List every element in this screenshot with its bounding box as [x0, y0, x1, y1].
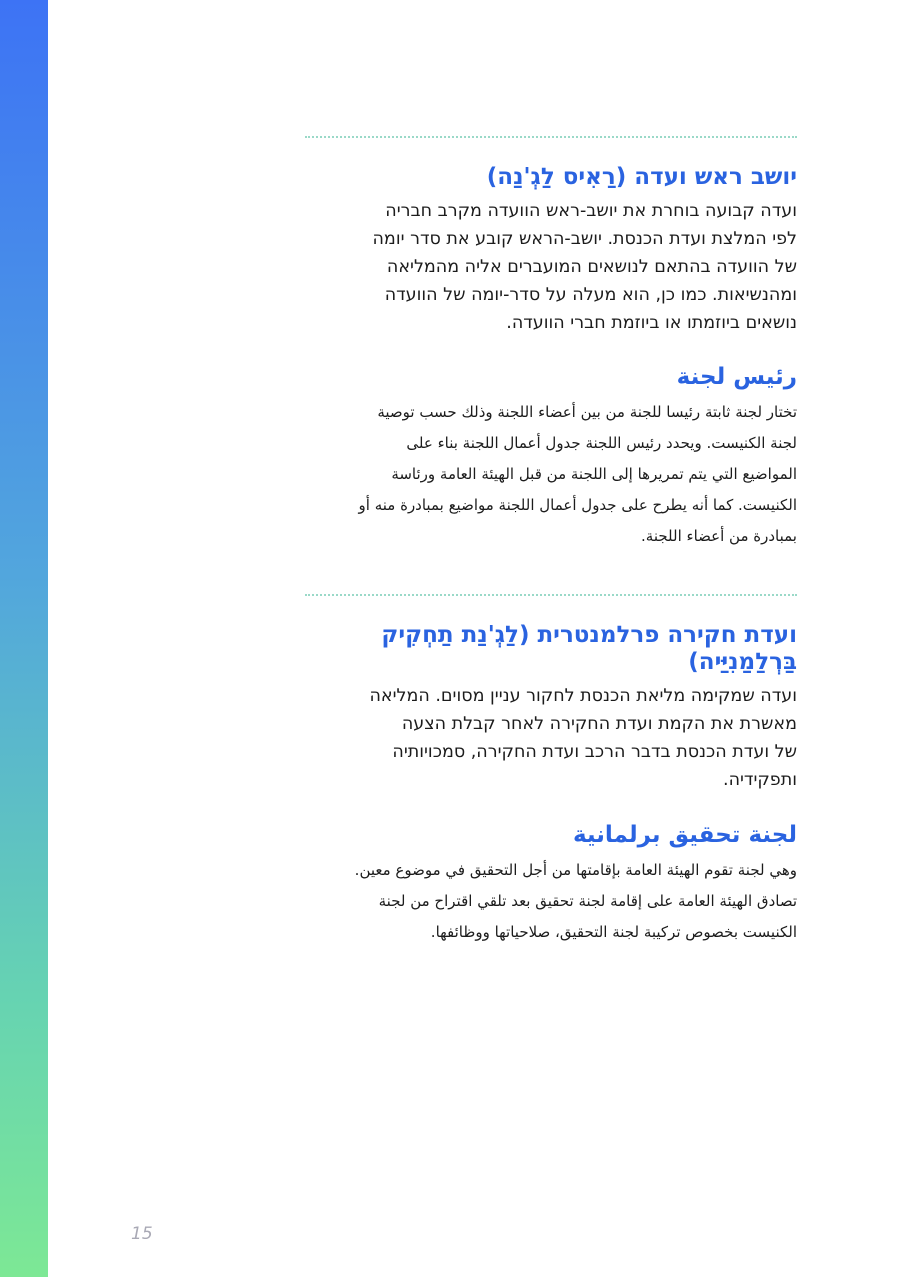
body-line: ומהנשיאות. כמו כן, הוא מעלה על סדר-יומה של הוועדה: [384, 285, 797, 305]
heading-line: בַּרְלַמַנִיַּיה): [688, 649, 797, 675]
section-inquiry-committee-hebrew: [305, 622, 797, 794]
section-committee-chair-hebrew: [305, 164, 797, 337]
section-committee-chair-arabic: [305, 364, 797, 552]
body-line: ועדה שמקימה מליאת הכנסת לחקור עניין מסוים. המליאה: [369, 686, 797, 706]
section-body: [305, 682, 797, 794]
body-line: לפי המלצת ועדת הכנסת. יושב-הראש קובע את סדר יומה: [372, 229, 797, 249]
section-body: [305, 397, 797, 552]
body-line: تختار لجنة ثابتة رئيسا للجنة من بين أعضاء اللجنة وذلك حسب توصية: [377, 403, 797, 421]
section-heading: יושב ראש ועדה (רַאִיס לַגְ'נַה): [486, 164, 797, 190]
page-number: 15: [131, 1224, 153, 1244]
body-line: של ועדת הכנסת בדבר הרכב ועדת החקירה, סמכויותיה: [392, 742, 797, 762]
body-line: מאשרת את הקמת ועדת החקירה לאחר קבלת הצעה: [401, 714, 797, 734]
body-line: של הוועדה בהתאם לנושאים המועברים אליה מהמליאה: [386, 257, 797, 277]
body-line: נושאים ביוזמתו או ביוזמת חברי הוועדה.: [506, 313, 797, 333]
body-line: الكنيست بخصوص تركيبة لجنة التحقيق، صلاحياتها ووظائفها.: [430, 923, 797, 941]
section-divider-top: [305, 136, 797, 138]
body-line: تصادق الهيئة العامة على إقامة لجنة تحقيق بعد تلقي اقتراح من لجنة: [378, 892, 797, 910]
section-heading: [305, 622, 797, 676]
section-heading: رئيس لجنة: [676, 364, 797, 390]
decorative-gradient-bar: [0, 0, 48, 1277]
section-inquiry-committee-arabic: [305, 822, 797, 948]
section-divider-middle: [305, 594, 797, 596]
body-line: وهي لجنة تقوم الهيئة العامة بإقامتها من أجل التحقيق في موضوع معين.: [354, 861, 797, 879]
body-line: المواضيع التي يتم تمريرها إلى اللجنة من قبل الهيئة العامة ورئاسة: [391, 465, 797, 483]
heading-line: ועדת חקירה פרלמנטרית (לַגְ'נַת תַחְקִיק: [381, 622, 797, 648]
section-body: [305, 197, 797, 337]
body-line: الكنيست. كما أنه يطرح على جدول أعمال اللجنة مواضيع بمبادرة منه أو: [358, 496, 797, 514]
body-line: بمبادرة من أعضاء اللجنة.: [641, 527, 797, 545]
body-line: ותפקידיה.: [723, 770, 797, 790]
body-line: لجنة الكنيست. ويحدد رئيس اللجنة جدول أعمال اللجنة بناء على: [406, 434, 797, 452]
body-line: ועדה קבועה בוחרת את יושב-ראש הוועדה מקרב חבריה: [385, 201, 797, 221]
section-body: [305, 855, 797, 948]
section-heading: لجنة تحقيق برلمانية: [572, 822, 797, 848]
